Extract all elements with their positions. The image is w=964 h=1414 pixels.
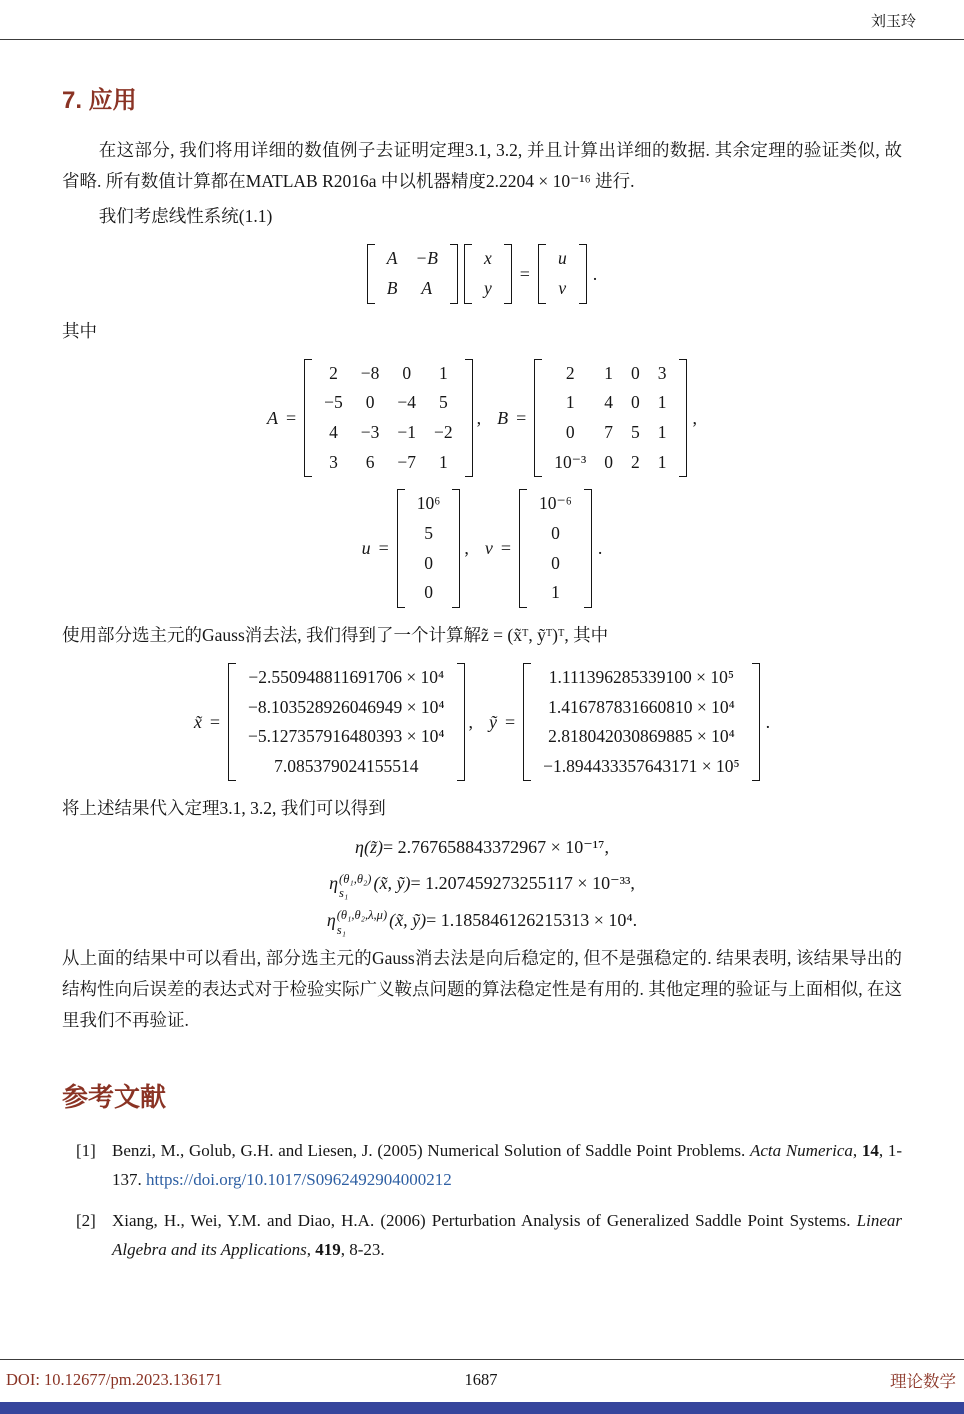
eta-supsub [339, 872, 371, 901]
reference-text [112, 1206, 902, 1264]
reference-volume: 14 [861, 1140, 879, 1160]
var-A-label: A [266, 407, 278, 428]
eta-subscript: s₁ [339, 885, 349, 900]
comma-symbol: , [692, 407, 698, 428]
footer-blue-bar [0, 1402, 964, 1414]
equation-computed-solution [62, 663, 902, 782]
paragraph-gauss-elimination: 使用部分选主元的Gauss消去法, 我们得到了一个计算解z̃ = (x̃ᵀ, ỹᵀ)ᵀ, 其中 [62, 624, 609, 645]
reference-volume: 419 [315, 1240, 341, 1260]
equation-vectors-u-v [62, 489, 902, 608]
equals-sign: = [378, 538, 389, 559]
var-ytilde-label: ỹ [489, 711, 497, 732]
eta-subscript: s₁ [336, 922, 346, 937]
matrix-B: 2 1 0 3 1 4 0 1 0 7 5 1 10⁻³ 0 2 1 [534, 359, 686, 478]
eta-base: η [326, 910, 336, 931]
equals-sign: = [500, 538, 512, 559]
unknown-vector-xy: x y [464, 244, 512, 303]
rhs-vector-uv: u v [538, 244, 587, 303]
equals-sign: = [505, 711, 516, 732]
reference-journal: Linear Algebra and its Applications [112, 1210, 902, 1260]
eta-rhs: = 1.185846126215313 × 10⁴. [426, 910, 638, 931]
page-footer [0, 1359, 964, 1414]
equation-linear-system [62, 244, 902, 303]
var-B-label: B [497, 407, 509, 428]
references-heading: 参考文献 [62, 1081, 167, 1112]
period-symbol: . [592, 263, 598, 284]
vector-v: 10⁻⁶ 0 0 1 [519, 489, 592, 608]
reference-text [112, 1136, 902, 1194]
eta-rhs: = 1.207459273255117 × 10⁻³³, [410, 873, 635, 894]
reference-number: [2] [76, 1210, 96, 1230]
vector-x-tilde: −2.550948811691706 × 10⁴ −8.103528926046949 × 10⁴ −5.127357916480393 × 10⁴ 7.085379024155514 [228, 663, 464, 782]
eta-base: η [329, 873, 339, 894]
equals-sign: = [209, 711, 221, 732]
eta-supsub [337, 908, 387, 937]
eta-z-lhs: η(z̃) [355, 836, 383, 857]
section-title: 7. 应用 [62, 87, 137, 114]
comma-symbol: , [464, 538, 469, 559]
eta-z-rhs: = 2.767658843372967 × 10⁻¹⁷, [382, 836, 609, 857]
equals-sign: = [285, 407, 297, 428]
page-number: 1687 [464, 1370, 498, 1389]
period-symbol: . [597, 538, 603, 559]
paragraph-consider-system: 我们考虑线性系统(1.1) [98, 206, 273, 227]
reference-number: [1] [76, 1140, 96, 1160]
equation-eta-s1-theta-lambda-mu [62, 906, 902, 935]
eta-args: (x̃, ỹ) [389, 910, 427, 931]
reference-item-1 [62, 1136, 902, 1194]
equals-sign: = [519, 263, 530, 284]
comma-symbol: , [476, 407, 482, 428]
eta-superscript: (θ₁,θ₂,λ,μ) [336, 908, 388, 923]
reference-citation: Xiang, H., Wei, Y.M. and Diao, H.A. (2006) Perturbation Analysis of Generalized Saddle Point Systems. [112, 1210, 857, 1230]
vector-y-tilde: 1.111396285339100 × 10⁵ 1.416787831660810 × 10⁴ 2.818042030869885 × 10⁴ −1.894433357643171 × 10⁵ [523, 663, 759, 782]
page-content [0, 80, 964, 1264]
equation-matrices-A-B [62, 359, 902, 478]
matrix-A: 2 −8 0 1 −5 0 −4 5 4 −3 −1 −2 3 6 −7 1 [304, 359, 473, 478]
reference-pages: , 1-137. [112, 1140, 903, 1189]
coefficient-block-matrix: A −B B A [367, 244, 458, 303]
page-header [0, 0, 964, 40]
var-u-label: u [361, 538, 371, 559]
reference-item-2 [62, 1206, 902, 1264]
equation-eta-z [62, 837, 902, 858]
footer-row [0, 1360, 964, 1402]
paragraph-substitute-theorems: 将上述结果代入定理3.1, 3.2, 我们可以得到 [62, 798, 386, 819]
reference-citation: Benzi, M., Golub, G.H. and Liesen, J. (2005) Numerical Solution of Saddle Point Problems. [112, 1140, 750, 1160]
reference-separator: , [852, 1140, 862, 1160]
paragraph-conclusion: 从上面的结果中可以看出, 部分选主元的Gauss消去法是向后稳定的, 但不是强稳定的. 结果表明, 该结果导出的结构性向后误差的表达式对于检验实际广义鞍点问题的算法稳定性是有用的. 其他定理的验证与上面相似, 在这里我们不再验证. [62, 948, 902, 1031]
vector-u: 10⁶ 5 0 0 [397, 489, 461, 608]
var-v-label: v [484, 538, 493, 559]
comma-symbol: , [468, 711, 473, 732]
equation-eta-s1-theta [62, 870, 902, 899]
paragraph-intro: 在这部分, 我们将用详细的数值例子去证明定理3.1, 3.2, 并且计算出详细的数据. 其余定理的验证类似, 故省略. 所有数值计算都在MATLAB R2016a 中以机器精度2.2204 × 10⁻¹⁶ 进行. [62, 140, 902, 192]
label-where: 其中 [62, 320, 97, 341]
period-symbol: . [765, 711, 771, 732]
eta-args: (x̃, ỹ) [373, 873, 411, 894]
reference-pages: , 8-23. [340, 1240, 385, 1260]
doi-text: DOI: 10.12677/pm.2023.136171 [6, 1370, 223, 1389]
reference-journal: Acta Numerica [749, 1140, 853, 1160]
var-xtilde-label: x̃ [193, 711, 202, 732]
doi-link[interactable]: https://doi.org/10.1017/S0962492904000212 [146, 1169, 452, 1189]
author-name: 刘玉玲 [870, 14, 916, 30]
eta-superscript: (θ₁,θ₂) [339, 871, 372, 886]
reference-separator: , [306, 1240, 316, 1260]
equals-sign: = [516, 407, 527, 428]
journal-name: 理论数学 [890, 1372, 957, 1391]
